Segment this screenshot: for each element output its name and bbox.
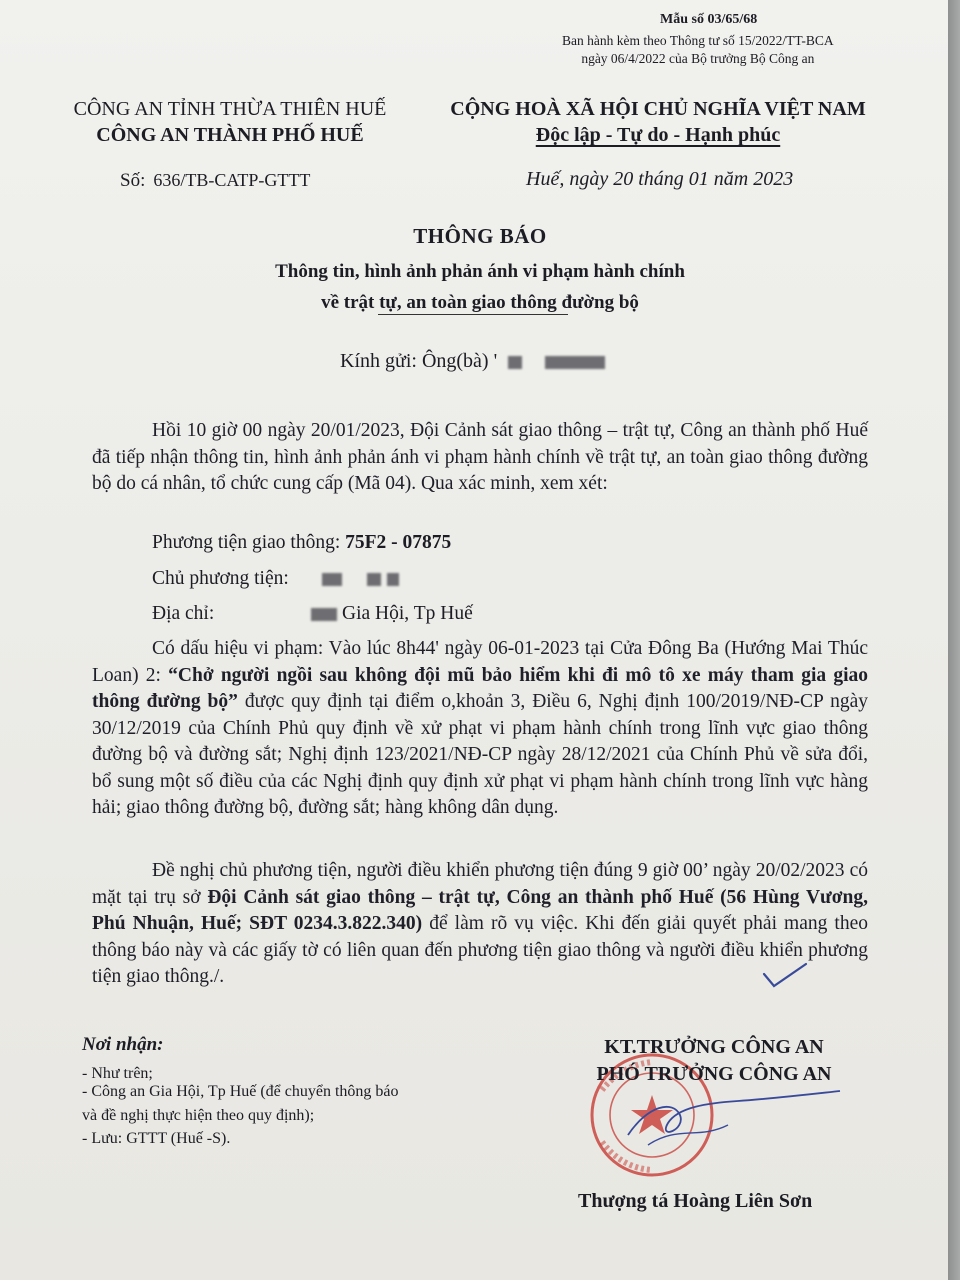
form-number: Mẫu số 03/65/68 xyxy=(660,12,758,27)
owner-line xyxy=(152,568,399,590)
signature-block-title xyxy=(580,1034,848,1088)
national-header xyxy=(428,96,888,148)
address-line xyxy=(152,603,473,625)
redacted-name-part xyxy=(545,356,605,369)
title-underline xyxy=(378,314,568,315)
address-value: Gia Hội, Tp Huế xyxy=(342,603,473,624)
handwritten-signature-icon xyxy=(618,1085,848,1155)
recipients-title: Nơi nhận: xyxy=(82,1034,164,1055)
redacted-name-part xyxy=(508,356,522,369)
request-rest: để làm rõ vụ việc. Khi đến giải quyết phải mang theo thông báo này và các giấy tờ có liên quan đến phương tiện giao thông và người điều khiển phương tiện giao thông./. xyxy=(92,913,868,987)
document-number xyxy=(120,170,310,192)
recipient-item: và đề nghị thực hiện theo quy định); xyxy=(82,1107,315,1124)
owner-label: Chủ phương tiện: xyxy=(152,568,289,589)
form-note-line1: Ban hành kèm theo Thông tư số 15/2022/TT-BCA xyxy=(562,33,834,48)
violation-intro: Có dấu hiệu vi phạm: Vào lúc 8h44' ngày 06-01-2023 tại Cửa Đông Ba (Hướng Mai Thúc Loan) 2: xyxy=(92,638,868,686)
national-motto: Độc lập - Tự do - Hạnh phúc xyxy=(535,124,781,146)
document-subtitle xyxy=(0,256,960,318)
redacted-owner-part xyxy=(387,573,399,586)
signer-name: Thượng tá Hoàng Liên Sơn xyxy=(578,1190,813,1212)
recipient-item: - Lưu: GTTT (Huế -S). xyxy=(82,1130,231,1147)
issuing-agency xyxy=(40,96,420,148)
signature-line1: KT.TRƯỞNG CÔNG AN xyxy=(604,1036,824,1058)
paragraph-violation xyxy=(92,636,868,822)
request-place: Đội Cảnh sát giao thông – trật tự, Công an thành phố Huế (56 Hùng Vương, Phú Nhuận, Huế; SĐT 0234.3.822.340) xyxy=(92,886,868,934)
checkmark-icon xyxy=(760,958,810,990)
greeting-mark: ' xyxy=(493,350,498,372)
paragraph-request xyxy=(92,858,868,991)
form-legal-note xyxy=(562,32,834,68)
greeting xyxy=(340,350,605,373)
address-label: Địa chỉ: xyxy=(152,603,215,624)
document-number-value: 636/TB-CATP-GTTT xyxy=(153,170,311,190)
signature-line2: PHÓ TRƯỞNG CÔNG AN xyxy=(596,1063,832,1085)
document-number-label: Số: xyxy=(120,170,146,191)
subtitle-line1: Thông tin, hình ảnh phản ánh vi phạm hành chính xyxy=(275,261,685,282)
violation-offense: “Chở người ngồi sau không đội mũ bảo hiểm khi đi mô tô xe máy tham gia giao thông đường bộ” xyxy=(92,664,868,712)
document-title: THÔNG BÁO xyxy=(413,224,547,248)
unit-name: CÔNG AN THÀNH PHỐ HUẾ xyxy=(96,124,364,146)
greeting-label: Kính gửi: Ông(bà) xyxy=(340,350,489,372)
recipient-item: - Công an Gia Hội, Tp Huế (để chuyển thông báo xyxy=(82,1083,399,1100)
vehicle-label: Phương tiện giao thông: xyxy=(152,532,341,553)
redacted-owner-part xyxy=(367,573,381,586)
paragraph-receipt: Hồi 10 giờ 00 ngày 20/01/2023, Đội Cảnh sát giao thông – trật tự, Công an thành phố Huế đã tiếp nhận thông tin, hình ảnh phản ánh vi phạm hành chính về trật tự, an toàn giao thông đường bộ do cá nhân, tổ chức cung cấp (Mã 04). Qua xác minh, xem xét: xyxy=(92,420,868,494)
vehicle-plate: 75F2 - 07875 xyxy=(345,532,452,553)
subtitle-line2: về trật tự, an toàn giao thông đường bộ xyxy=(321,292,639,313)
form-note-line2: ngày 06/4/2022 của Bộ trưởng Bộ Công an xyxy=(581,51,815,66)
page-edge-shadow xyxy=(948,0,960,1280)
agency-name: CÔNG AN TỈNH THỪA THIÊN HUẾ xyxy=(73,98,387,120)
redacted-owner-part xyxy=(322,573,342,586)
nation-name: CỘNG HOÀ XÃ HỘI CHỦ NGHĨA VIỆT NAM xyxy=(450,98,866,120)
issue-date: Huế, ngày 20 tháng 01 năm 2023 xyxy=(526,168,794,190)
violation-legal-basis: được quy định tại điểm o,khoản 3, Điều 6, Nghị định 100/2019/NĐ-CP ngày 30/12/2019 của Chính Phủ quy định về xử phạt vi phạm hành chính trong lĩnh vực giao thông đường bộ và đường sắt; Nghị định 123/2021/NĐ-CP ngày 28/12/2021 của Chính Phủ về sửa đổi, bổ sung một số điều của các Nghị định quy định xử phạt vi phạm hành chính trong lĩnh vực hàng hải; giao thông đường bộ, đường sắt; hàng không dân dụng. xyxy=(92,691,868,818)
recipient-item: - Như trên; xyxy=(82,1065,153,1082)
redacted-address-part xyxy=(311,608,337,621)
vehicle-line xyxy=(152,532,451,554)
request-intro: Đề nghị chủ phương tiện, người điều khiển phương tiện đúng 9 giờ 00’ ngày 20/02/2023 có mặt tại trụ sở xyxy=(92,860,868,908)
